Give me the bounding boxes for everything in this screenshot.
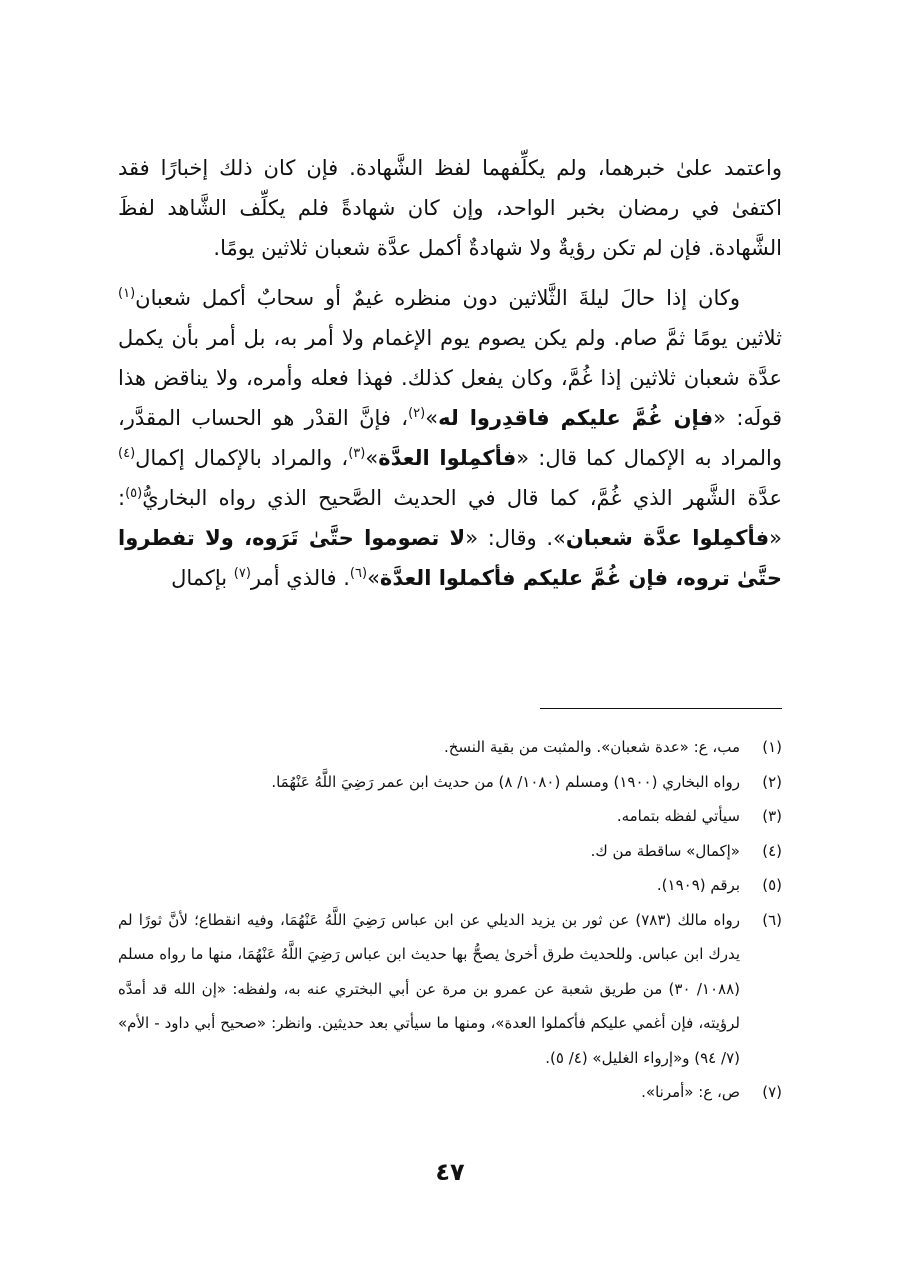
text-segment: ، فإنَّ القدْر هو الحساب المقدَّر، والمراد به الإكمال كما قال: « (118, 406, 783, 470)
hadith-quote-4: لا تصوموا حتَّىٰ تَرَوه، ولا تفطروا حتَّىٰ تروه، فإن غُمَّ عليكم فأكملوا العدَّة (118, 526, 782, 590)
footnote-text: مب، ع: «عدة شعبان». والمثبت من بقية النسخ. (443, 738, 740, 756)
text-segment: ثلاثين يومًا ثمَّ صام. ولم يكن يصوم يوم الإغمام ولا أمر به، بل أمر بأن يكمل عدَّة شعبان ثلاثين إذا غُمَّ، وكان يفعل كذلك. فهذا فعله وأمره، ولا يناقض هذا قولَه: « (118, 326, 782, 430)
footnotes (118, 730, 782, 1110)
main-text (118, 148, 782, 608)
footnote-7 (118, 1075, 782, 1110)
footnote-ref-4: (٤) (118, 446, 136, 461)
footnote-ref-3: (٣) (348, 446, 366, 461)
footnote-number: (١) (762, 738, 782, 756)
footnote-text: رواه البخاري (١٩٠٠) ومسلم (١٠٨٠/ ٨) من حديث ابن عمر رَضِيَ اللَّهُ عَنْهُمَا. (271, 772, 740, 791)
footnote-text: برقم (١٩٠٩). (656, 876, 740, 894)
footnote-2 (118, 765, 782, 800)
paragraph-2 (118, 278, 782, 598)
text-segment: » (365, 446, 379, 470)
text-segment: بإكمال (171, 566, 234, 590)
footnote-text: سيأتي لفظه بتمامه. (616, 807, 740, 825)
text-segment: ». وقال: « (465, 526, 566, 550)
paragraph-1: واعتمد علىٰ خبرهما، ولم يكلِّفهما لفظ الشَّهادة. فإن كان ذلك إخبارًا فقد اكتفىٰ في رمضان بخبر الواحد، وإن كان شهادةً فلم يكلِّف الشَّاهد لفظَ الشَّهادة. فإن لم تكن رؤيةٌ ولا شهادةٌ أكمل عدَّة شعبان ثلاثين يومًا. (118, 156, 782, 260)
footnote-number: (٣) (762, 807, 782, 825)
footnote-3 (118, 799, 782, 834)
hadith-quote-2: فأكمِلوا العدَّة (378, 446, 517, 470)
footnote-text: ص، ع: «أمرنا». (641, 1083, 740, 1101)
footnote-ref-7: (٧) (233, 566, 251, 581)
footnote-6 (118, 903, 782, 1076)
footnote-ref-2: (٢) (408, 406, 426, 421)
footnote-number: (٦) (762, 910, 782, 929)
hadith-quote-1: فإن غُمَّ عليكم فاقدِروا له (438, 406, 714, 430)
footnote-text: رواه مالك (٧٨٣) عن ثور بن يزيد الديلي عن ابن عباس رَضِيَ اللَّهُ عَنْهُمَا، وفيه انقطاع؛ لأنَّ ثورًا لم يدرك ابن عباس. وللحديث طرق أخرىٰ يصحُّ بها حديث ابن عباس رَضِيَ اللَّهُ عَنْهُمَا، منها ما رواه مسلم (١٠٨٨/ ٣٠) من طريق شعبة عن عمرو بن مرة عن أبي البختري عنه به، ولفظه: «إن الله قد أمدَّه لرؤيته، فإن أغمي عليكم فأكملوا العدة»، ومنها ما سيأتي بعد حديثين. وانظر: «صحيح أبي داود - الأم» (٧/ ٩٤) و«إرواء الغليل» (٤/ ٥). (118, 910, 741, 1067)
text-segment: عدَّة الشَّهر الذي غُمَّ، كما قال في الحديث الصَّحيح الذي رواه البخاريُّ (142, 486, 782, 510)
text-segment: » (425, 406, 439, 430)
footnote-1 (118, 730, 782, 765)
footnote-number: (٤) (762, 841, 782, 860)
footnote-5 (118, 868, 782, 903)
footnote-number: (٢) (762, 772, 782, 791)
hadith-quote-3: فأكمِلوا عدَّة شعبان (565, 526, 770, 550)
text-segment: . فالذي أمر (250, 566, 350, 590)
text-segment: : « (118, 486, 782, 550)
footnote-text: «إكمال» ساقطة من ك. (590, 841, 740, 860)
footnote-ref-5: (٥) (125, 486, 143, 501)
text-segment: وكان إذا حالَ ليلةَ الثَّلاثين دون منظره غيمٌ أو سحابٌ أكمل شعبان (135, 286, 740, 310)
text-segment: » (367, 566, 380, 590)
footnote-ref-1: (١) (118, 286, 136, 301)
text-segment: ، والمراد بالإكمال إكمال (135, 446, 349, 470)
footnote-ref-6: (٦) (349, 566, 368, 581)
footnote-4 (118, 834, 782, 869)
page-number: ٤٧ (435, 1158, 465, 1186)
footnote-separator (540, 708, 782, 709)
footnote-number: (٧) (762, 1083, 782, 1101)
footnote-number: (٥) (762, 876, 782, 894)
